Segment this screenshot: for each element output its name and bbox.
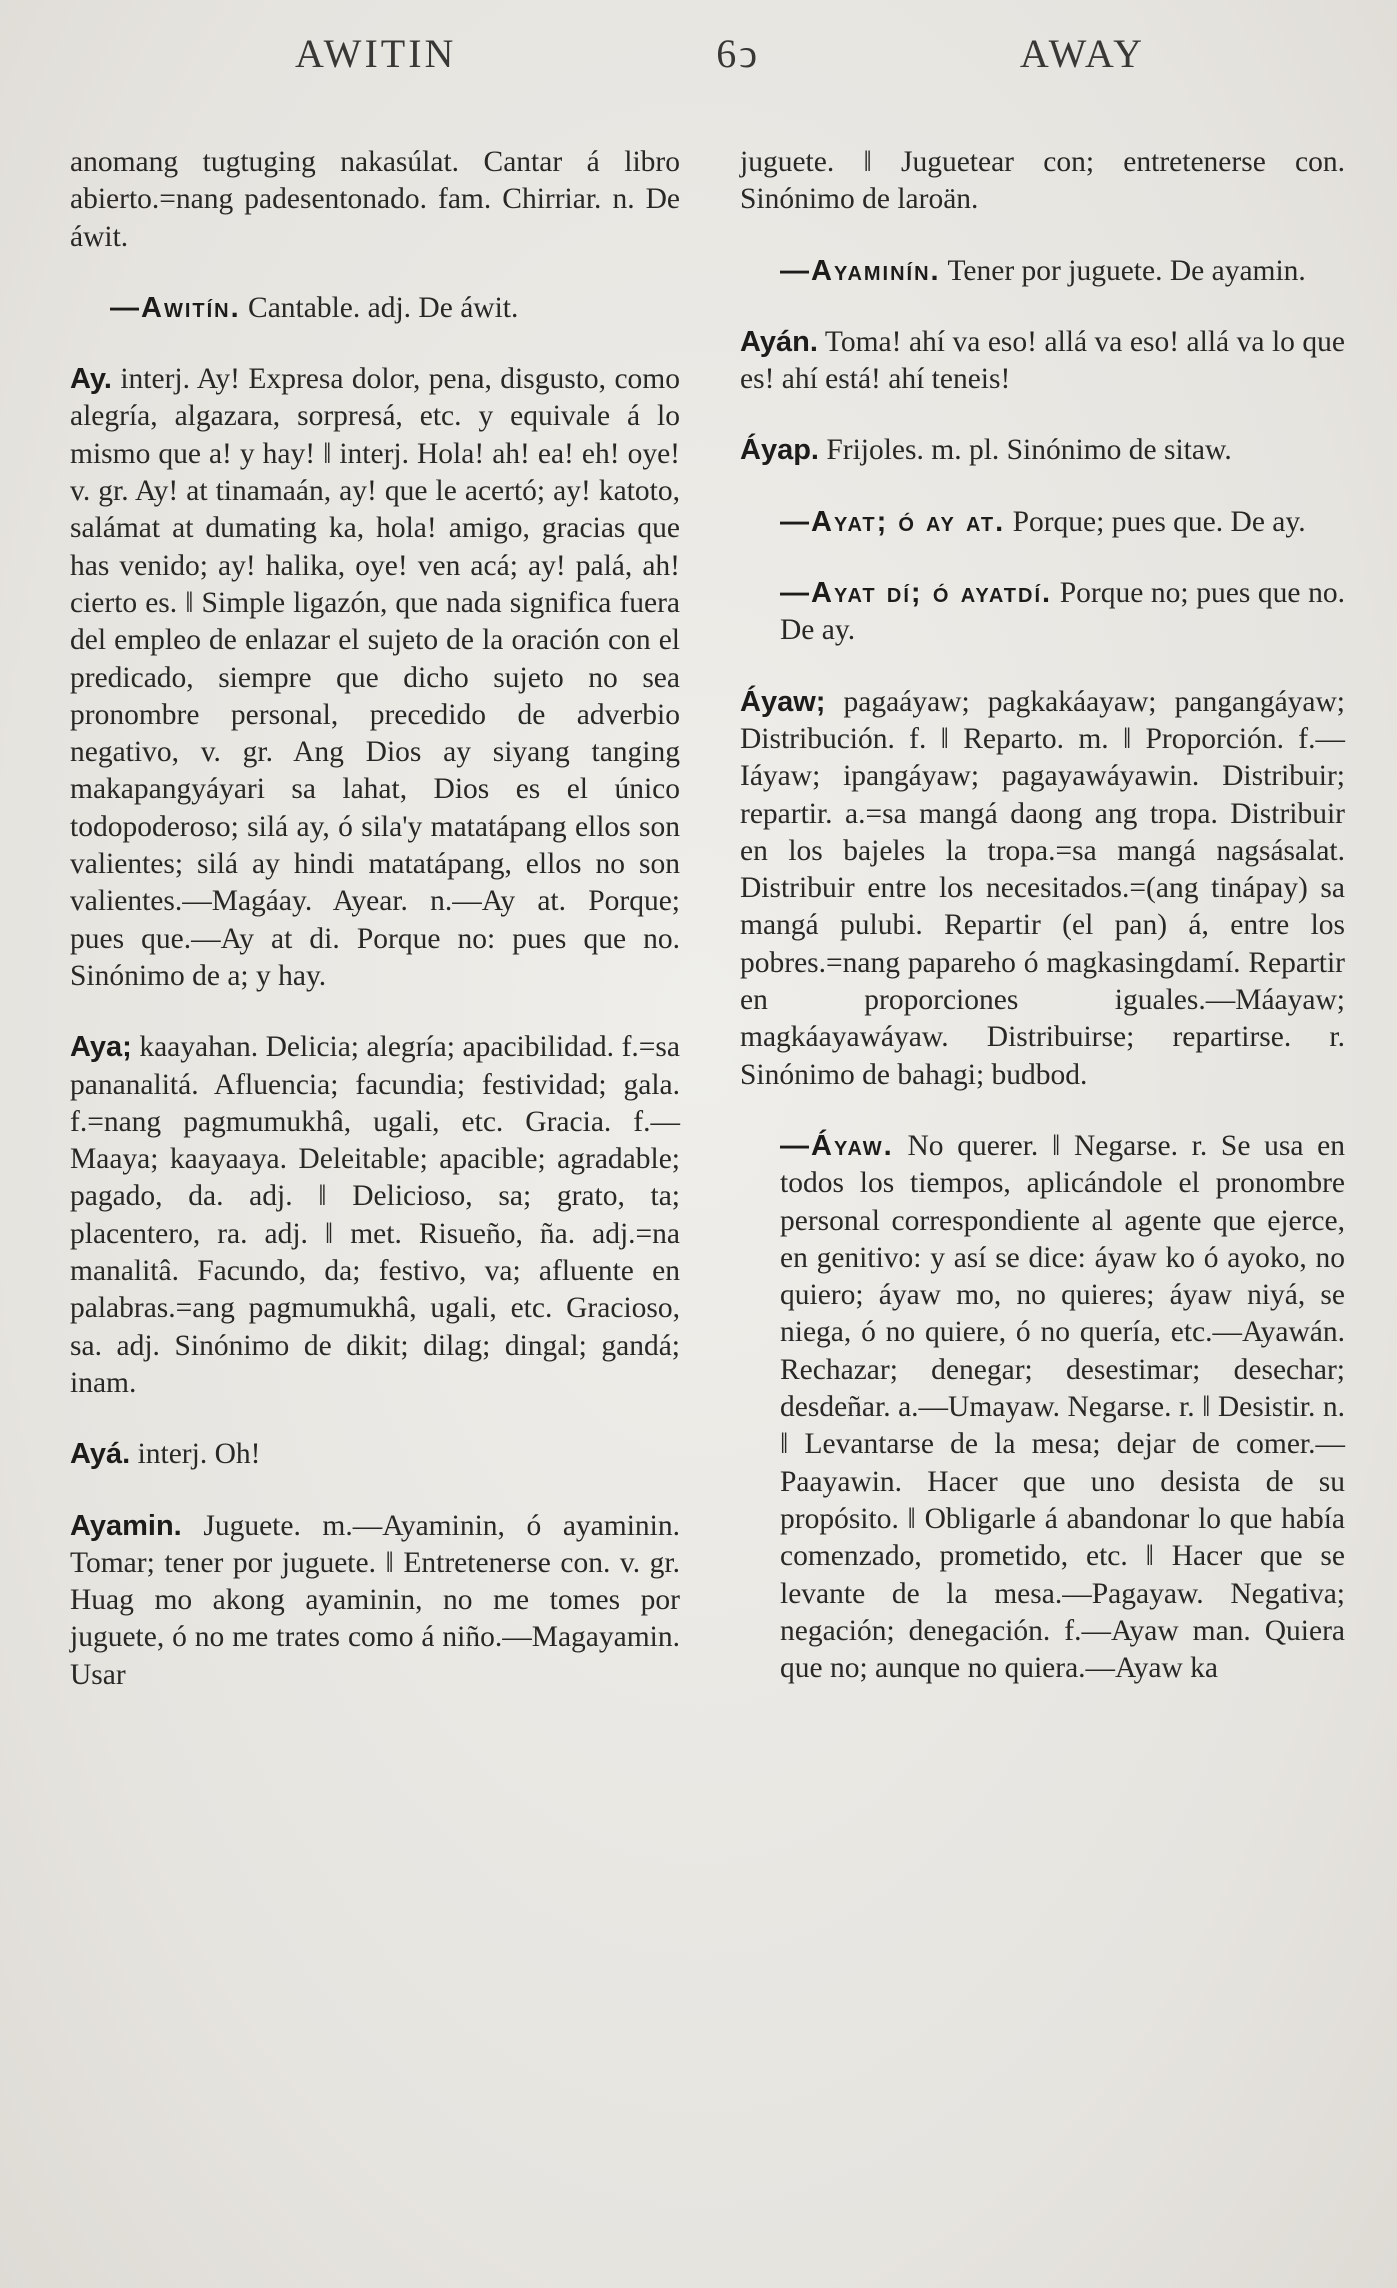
entry-text: pagaáyaw; pagkakáayaw; pangangáyaw; Distribución. f. ‖ Reparto. m. ‖ Proporción. f.—Iáyaw; ipangáyaw; pagayawáyawin. Distribuir; repartir. a.=sa mangá daong ang tropa. Distribuir en los bajeles la tropa.=sa mangá nagsásalat. Distribuir entre los necesitados.=(ang tinápay) sa mangá pulubi. Repartir (el pan) á, entre los pobres.=nang papareho ó magkasingdamí. Repartir en proporciones iguales.—Máayaw; magkáayawáyaw. Distribuirse; repartirse. r. Sinónimo de bahagi; budbod. (740, 685, 1346, 1091)
right-column (740, 144, 1345, 1728)
entry-headword: Áyap. (740, 434, 819, 467)
header-right-guideword: AWAY (1019, 31, 1145, 76)
entry-text: Tener por juguete. De ayamin. (947, 254, 1306, 287)
entry-awitin (70, 290, 680, 327)
entry-continuation: anomang tugtuging nakasúlat. Cantar á libro abierto.=nang padesentonado. fam. Chirriar. n. De áwit. (70, 146, 680, 253)
entry-aya (70, 1029, 680, 1402)
entry-headword: —Awitín. (110, 291, 241, 324)
entry-continuation: juguete. ‖ Juguetear con; entretenerse con. Sinónimo de laroän. (740, 146, 1345, 216)
entry-ayaw (740, 684, 1345, 1094)
entry-text: Frijoles. m. pl. Sinónimo de sitaw. (826, 434, 1232, 467)
entry-aya-interj (70, 1436, 680, 1473)
entry-ay (70, 361, 680, 995)
entry-text: No querer. ‖ Negarse. r. Se usa en todos los tiempos, aplicándole el pronombre personal correspondiente al agente que ejerce, en genitivo: y así se dice: áyaw ko ó ayoko, no quiero; áyaw mo, no quieres; áyaw niyá, se niega, ó no quiere, ó no quería, etc.—Ayawán. Rechazar; denegar; desestimar; desechar; desdeñar. a.—Umayaw. Negarse. r. ‖ Desistir. n. ‖ Levantarse de la mesa; dejar de comer.—Paayawin. Hacer que uno desista de su propósito. ‖ Obligarle á abandonar lo que había comenzado, prometido, etc. ‖ Hacer que se levante de la mesa.—Pagayaw. Negativa; negación; denegación. f.—Ayaw man. Quiera que no; aunque no quiera.—Ayaw ka (780, 1129, 1346, 1685)
entry-ayaminin (740, 253, 1345, 290)
entry-text: kaayahan. Delicia; alegría; apacibilidad. f.=sa pananalitá. Afluencia; facundia; festividad; gala. f.=nang pagmumukhâ, ugali, etc. Gracia. f.—Maaya; kaayaaya. Deleitable; apacible; agradable; pagado, da. adj. ‖ Delicioso, sa; grato, ta; placentero, ra. adj. ‖ met. Risueño, ña. adj.=na manalitâ. Facundo, da; festivo, va; afluente en palabras.=ang pagmumukhâ, ugali, etc. Gracioso, sa. adj. Sinónimo de dikit; dilag; dingal; gandá; inam. (70, 1031, 680, 1399)
entry-ayat (740, 504, 1345, 541)
entry-text: Porque no; pues que no. De ay. (780, 577, 1346, 647)
entry-headword: —Ayat dí; ó ayatdí. (780, 577, 1053, 610)
entry-ayamin (70, 1508, 680, 1694)
entry-headword: Ayá. (70, 1438, 131, 1471)
entry-ayat-di (740, 575, 1345, 650)
entry-headword: Ay. (70, 363, 112, 396)
header-left-guideword: AWITIN (295, 31, 457, 76)
entry-headword: Ayamin. (70, 1509, 182, 1542)
page-number: 6ↄ (716, 31, 761, 76)
entry-text: Porque; pues que. De ay. (1012, 505, 1306, 538)
entry-ayap (740, 432, 1345, 469)
two-column-body (70, 144, 1345, 1728)
entry-headword: —Ayat; ó ay at. (780, 505, 1006, 538)
entry-text: interj. Oh! (137, 1438, 261, 1471)
entry-ayaw-verb (740, 1128, 1345, 1687)
entry-headword: Ayán. (740, 325, 818, 358)
entry-text: Cantable. adj. De áwit. (248, 291, 519, 324)
entry-headword: —Áyaw. (780, 1129, 894, 1162)
entry-headword: —Ayaminín. (780, 254, 941, 287)
entry-text: Toma! ahí va eso! allá va eso! allá va lo que es! ahí está! ahí teneis! (740, 325, 1345, 396)
entry-text: interj. Ay! Expresa dolor, pena, disgusto, como alegría, algazara, sorpresá, etc. y equivale á lo mismo que a! y hay! ‖ interj. Hola! ah! ea! eh! oye! v. gr. Ay! at tinamaán, ay! que le acertó; ay! katoto, salámat at dumating ka, hola! amigo, gracias que has venido; ay! halika, oye! ven acá; ay! palá, ah! cierto es. ‖ Simple ligazón, que nada significa fuera del empleo de enlazar el sujeto de la oración con el predicado, siempre que dicho sujeto no sea pronombre personal, precedido de adverbio negativo, v. gr. Ang Dios ay siyang tanging makapangyáyari sa lahat, Dios es el único todopoderoso; silá ay, ó sila'y matatápang ellos son valientes; silá ay hindi matatápang, ellos no son valientes.—Magáay. Ayear. n.—Ay at. Porque; pues que.—Ay at di. Porque no: pues que no. Sinónimo de a; y hay. (70, 363, 681, 992)
entry-text: Juguete. m.—Ayaminin, ó ayaminin. Tomar; tener por juguete. ‖ Entretenerse con. v. gr. Huag mo akong ayaminin, no me tomes por juguete, ó no me trates como á niño.—Magayamin. Usar (70, 1509, 680, 1691)
entry-headword: Aya; (70, 1031, 132, 1064)
entry-ayan (740, 324, 1345, 399)
running-header (70, 30, 1345, 94)
left-column (70, 144, 680, 1728)
entry-headword: Áyaw; (740, 685, 826, 718)
